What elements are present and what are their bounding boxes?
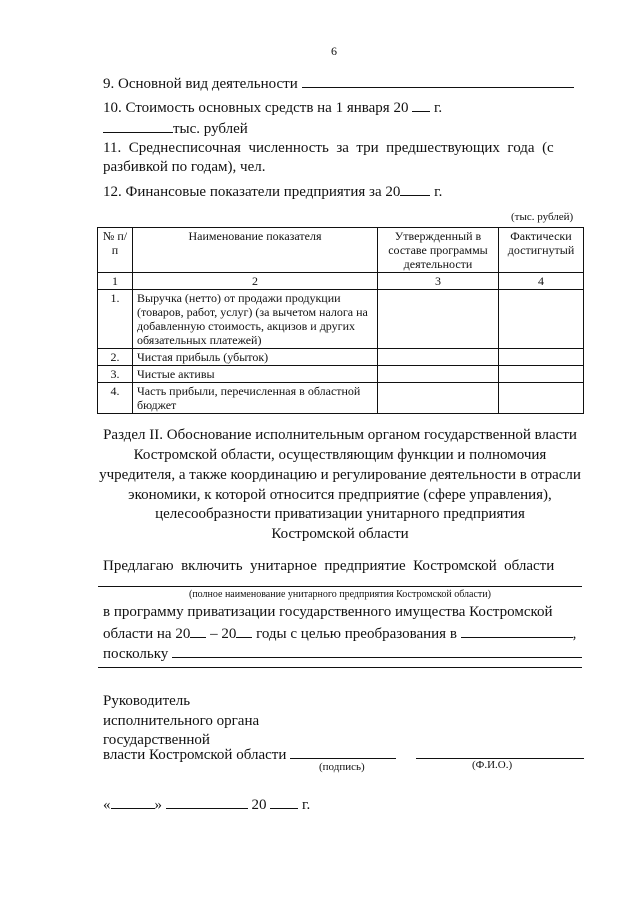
date-line [103,794,310,815]
date-close-quote: » [154,797,162,813]
proposal-line-3: области на 20 – 20 годы с целью преобразования в , [103,623,576,644]
signature-line-3: государственной [103,732,210,748]
signature-hint: (подпись) [319,761,365,773]
financial-indicators-table [97,227,584,414]
enterprise-name-hint: (полное наименование унитарного предприятия Костромской области) [189,589,491,600]
enterprise-name-line [98,586,582,587]
colnum-4: 4 [499,273,584,290]
reason-blank [172,643,582,658]
reason-continuation-line [98,667,582,668]
item-9-blank [302,73,574,88]
period-start-blank [190,623,206,638]
section-2-line-4: экономики, к которой относится предприятие (сфере управления), [128,487,552,503]
row-num: 3. [98,366,133,383]
transform-form-blank [461,623,573,638]
colnum-1: 1 [98,273,133,290]
table-row [98,383,584,414]
table-header-row [98,228,584,273]
row-approved-value [378,349,499,366]
colnum-3: 3 [378,273,499,290]
row-name: Часть прибыли, перечисленная в областной бюджет [133,383,378,414]
section-2-line-6: Костромской области [271,526,409,542]
signature-blank [290,744,396,759]
period-end-blank [236,623,252,638]
row-approved-value [378,290,499,349]
table-unit-note: (тыс. рублей) [511,211,574,223]
row-num: 1. [98,290,133,349]
header-approved: Утвержденный в составе программы деятельности [378,228,499,273]
period-end-label: – 20 [210,626,237,642]
header-name: Наименование показателя [133,228,378,273]
date-year-blank [270,794,298,809]
proposal-line-2: в программу приватизации государственного имущества Костромской [103,604,553,620]
header-num: № п/п [98,228,133,273]
date-year-prefix: 20 [251,797,267,813]
row-approved-value [378,366,499,383]
fio-hint: (Ф.И.О.) [472,759,513,771]
table-row [98,290,584,349]
section-2-line-3: учредителя, а также координацию и регулирование деятельности в отрасли [99,467,581,483]
section-2-line-1: Раздел II. Обоснование исполнительным органом государственной власти [103,427,577,443]
section-2-line-5: целесообразности приватизации унитарного предприятия [155,506,525,522]
authority-label: власти Костромской области [103,747,287,763]
date-month-blank [166,794,248,809]
signature-line-2: исполнительного органа [103,713,260,729]
period-start-label: области на 20 [103,626,191,642]
table-row [98,366,584,383]
item-10-amount-line [103,118,248,139]
colnum-2: 2 [133,273,378,290]
row-actual-value [499,383,584,414]
proposal-line-4 [103,643,582,664]
header-actual: Фактически достигнутый [499,228,584,273]
row-num: 2. [98,349,133,366]
section-2-line-2: Костромской области, осуществляющим функции и полномочия [133,447,547,463]
item-10-year-blank [412,97,430,112]
item-10-unit: тыс. рублей [173,121,248,137]
table-colnum-row [98,273,584,290]
item-10-amount-blank [103,118,173,133]
row-name: Чистая прибыль (убыток) [133,349,378,366]
row-num: 4. [98,383,133,414]
row-approved-value [378,383,499,414]
item-12-financials [103,181,442,202]
table-row [98,349,584,366]
item-12-label: 12. Финансовые показатели предприятия за 20 [103,184,401,200]
date-year-suffix: г. [302,797,311,813]
item-11-line-1: 11. Среднесписочная численность за три предшествующих года (с [103,140,554,156]
item-10-fixed-assets [103,97,442,118]
reason-label: поскольку [103,646,169,662]
row-actual-value [499,290,584,349]
transform-purpose-label: годы с целью преобразования в [256,626,457,642]
row-actual-value [499,366,584,383]
row-name: Чистые активы [133,366,378,383]
date-day-blank [111,794,155,809]
item-9-main-activity [103,73,574,94]
item-12-year-blank [400,181,430,196]
item-11-line-2: разбивкой по годам), чел. [103,159,266,175]
item-12-suffix: г. [434,184,443,200]
item-10-year-suffix: г. [433,100,443,116]
item-10-label: 10. Стоимость основных средств на 1 января 20 [103,100,409,116]
row-actual-value [499,349,584,366]
item-9-label: 9. Основной вид деятельности [103,76,298,92]
page-number: 6 [331,44,337,58]
proposal-line-1: Предлагаю включить унитарное предприятие Костромской области [103,558,555,574]
date-open-quote: « [103,797,111,813]
row-name: Выручка (нетто) от продажи продукции (товаров, работ, услуг) (за вычетом налога на добавленную стоимость, акцизов и других обязательных платежей) [133,290,378,349]
signature-line-1: Руководитель [103,693,191,709]
